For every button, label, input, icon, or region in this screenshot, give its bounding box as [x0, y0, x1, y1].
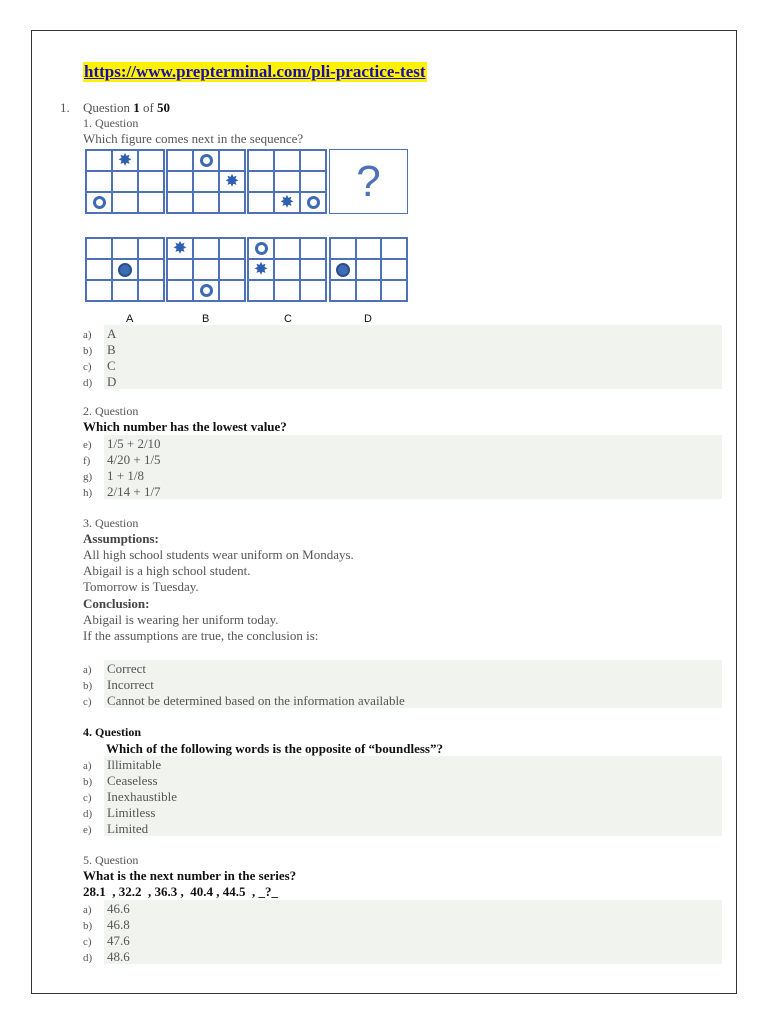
q5-text: What is the next number in the series?	[83, 868, 297, 883]
q4-option-a[interactable]: a) Illimitable	[83, 757, 162, 772]
q4-option-e[interactable]: e) Limited	[83, 821, 149, 836]
figure-label-a: A	[126, 313, 134, 325]
q5-series: 28.1 , 32.2 , 36.3 , 40.4 , 44.5 , _?_	[83, 884, 278, 899]
figure-label-d: D	[364, 313, 372, 325]
answer-figure-d	[329, 237, 408, 302]
counter-middle: of	[139, 100, 158, 115]
q1-options-shade	[104, 325, 722, 389]
sequence-figure-1	[85, 149, 165, 214]
q1-option-d[interactable]: d) D	[83, 374, 117, 389]
q5-option-a[interactable]: a) 46.6	[83, 901, 130, 916]
question-mark-box: ?	[329, 149, 408, 214]
list-number: 1.	[60, 100, 70, 115]
star-icon: ✸	[253, 259, 269, 279]
q1-option-a[interactable]: a) A	[83, 326, 117, 341]
q5-option-b[interactable]: b) 46.8	[83, 917, 130, 932]
q2-text: Which number has the lowest value?	[83, 419, 287, 434]
assumption-2: Abigail is a high school student.	[83, 563, 251, 578]
q5-options-shade	[104, 900, 722, 964]
q4-option-b[interactable]: b) Ceaseless	[83, 773, 158, 788]
filled-circle-icon	[118, 263, 132, 277]
counter-prefix: Question	[83, 100, 134, 115]
filled-circle-icon	[336, 263, 350, 277]
star-icon: ✸	[172, 238, 188, 258]
q1-option-c[interactable]: c) C	[83, 358, 116, 373]
counter-current: 1	[133, 100, 140, 115]
q1-option-b[interactable]: b) B	[83, 342, 116, 357]
q2-option-g[interactable]: g) 1 + 1/8	[83, 468, 144, 483]
ring-icon	[200, 284, 213, 297]
sequence-figure-2	[166, 149, 246, 214]
q3-option-a[interactable]: a) Correct	[83, 661, 146, 676]
figure-label-c: C	[284, 313, 292, 325]
ring-icon	[93, 196, 106, 209]
q5-header: 5. Question	[83, 853, 139, 867]
answer-figure-a	[85, 237, 165, 302]
q4-option-c[interactable]: c) Inexhaustible	[83, 789, 178, 804]
star-icon: ✸	[117, 150, 133, 170]
practice-test-link[interactable]: https://www.prepterminal.com/pli-practice-test	[84, 62, 426, 81]
q3-option-b[interactable]: b) Incorrect	[83, 677, 154, 692]
q5-option-d[interactable]: d) 48.6	[83, 949, 130, 964]
question-counter	[83, 100, 170, 116]
q3-option-c[interactable]: c) Cannot be determined based on the information available	[83, 693, 405, 708]
q2-options-shade	[104, 435, 722, 499]
q2-option-h[interactable]: h) 2/14 + 1/7	[83, 484, 161, 499]
assumption-3: Tomorrow is Tuesday.	[83, 579, 199, 594]
conclusion-label: Conclusion:	[83, 596, 150, 611]
q2-option-f[interactable]: f) 4/20 + 1/5	[83, 452, 161, 467]
q2-header: 2. Question	[83, 404, 139, 418]
ring-icon	[307, 196, 320, 209]
figure-label-b: B	[202, 313, 210, 325]
q4-options-shade	[104, 756, 722, 836]
q4-header: 4. Question	[83, 725, 142, 739]
ring-icon	[255, 242, 268, 255]
assumptions-label: Assumptions:	[83, 531, 159, 546]
q4-text: Which of the following words is the opposite of “boundless”?	[106, 741, 443, 756]
q3-header: 3. Question	[83, 516, 139, 530]
q1-text: Which figure comes next in the sequence?	[83, 131, 304, 146]
q2-option-e[interactable]: e) 1/5 + 2/10	[83, 436, 161, 451]
answer-figure-b	[166, 237, 246, 302]
q4-option-d[interactable]: d) Limitless	[83, 805, 156, 820]
star-icon: ✸	[279, 192, 295, 212]
sequence-figure-3	[247, 149, 327, 214]
conclusion-text: Abigail is wearing her uniform today.	[83, 612, 279, 627]
q5-option-c[interactable]: c) 47.6	[83, 933, 130, 948]
q3-prompt: If the assumptions are true, the conclusion is:	[83, 628, 319, 643]
star-icon: ✸	[224, 171, 240, 191]
ring-icon	[200, 154, 213, 167]
counter-total: 50	[157, 100, 171, 115]
assumption-1: All high school students wear uniform on Mondays.	[83, 547, 354, 562]
answer-figure-c	[247, 237, 327, 302]
q1-header: 1. Question	[83, 116, 139, 130]
